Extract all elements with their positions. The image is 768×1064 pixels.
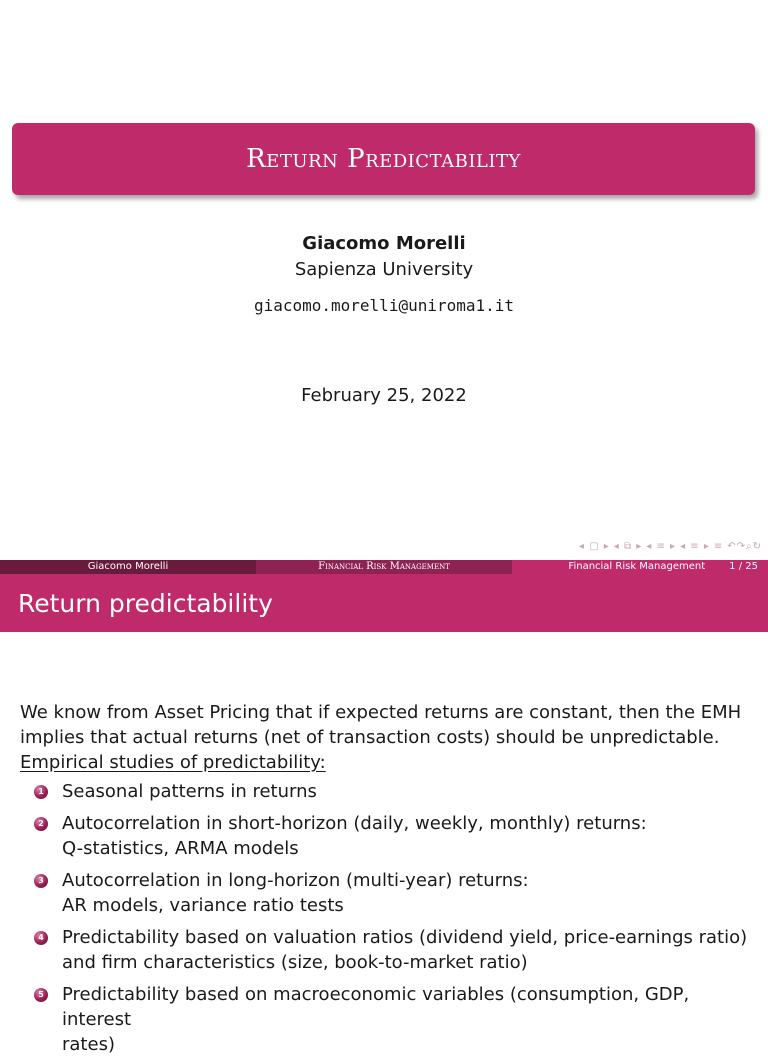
nav-section-icon[interactable]: ◂ ≡ ▸ <box>646 541 677 552</box>
intro-paragraph: We know from Asset Pricing that if expected returns are constant, then the EMH implies that actual returns (net of transaction costs) should be unpredictable. <box>20 702 742 748</box>
slide-footer <box>0 560 768 574</box>
list-item <box>20 925 760 975</box>
enumerate-ball-icon: 4 <box>34 931 48 945</box>
author-email: giacomo.morelli@uniroma1.it <box>253 296 515 315</box>
nav-toc-icon[interactable]: ≡ <box>713 541 724 552</box>
nav-search-icon[interactable]: ↶↷⌕↻ <box>727 541 762 552</box>
title-box <box>12 123 755 195</box>
frame-title: Return predictability <box>18 588 273 618</box>
list-item <box>20 779 760 804</box>
frame-title-bar <box>0 574 768 632</box>
enumerate-ball-icon: 1 <box>34 785 48 799</box>
enumerate-ball-icon: 5 <box>34 988 48 1002</box>
list-item <box>20 811 760 861</box>
list-item-line1: Autocorrelation in short-horizon (daily, weekly, monthly) returns: <box>62 813 647 834</box>
frame-content <box>20 700 760 1064</box>
beamer-navigation-bar[interactable] <box>579 541 762 552</box>
list-item-line2: rates) <box>62 1034 115 1055</box>
enumerate-ball-icon: 3 <box>34 874 48 888</box>
institute: Sapienza University <box>294 259 474 280</box>
predictability-list <box>20 779 760 1057</box>
footer-course-page <box>512 560 768 574</box>
footer-author: Giacomo Morelli <box>0 560 256 574</box>
nav-frame-icon[interactable]: ◂ ▢ ▸ <box>578 541 610 552</box>
list-item-line1: Seasonal patterns in returns <box>62 781 317 802</box>
author-name: Giacomo Morelli <box>302 233 466 254</box>
presentation-title: Return Predictability <box>246 144 521 174</box>
list-item-line2: Q-statistics, ARMA models <box>62 838 299 859</box>
footer-course: Financial Risk Management <box>568 561 706 572</box>
list-item-line1: Predictability based on macroeconomic variables (consumption, GDP, interest <box>62 984 690 1030</box>
list-item-line2: and firm characteristics (size, book-to-market ratio) <box>62 952 528 973</box>
list-item <box>20 982 760 1057</box>
list-item-line1: Autocorrelation in long-horizon (multi-year) returns: <box>62 870 529 891</box>
nav-subsection-list-icon[interactable]: ◂ ≡ ▸ <box>680 541 710 552</box>
enumerate-ball-icon: 2 <box>34 817 48 831</box>
presentation-date: February 25, 2022 <box>301 385 467 406</box>
list-item <box>20 868 760 918</box>
footer-short-title: Financial Risk Management <box>256 560 512 574</box>
footer-page-number: 1 / 25 <box>729 561 758 572</box>
subheading: Empirical studies of predictability: <box>20 752 326 773</box>
nav-subsection-icon[interactable]: ◂ ⧉ ▸ <box>613 541 643 552</box>
list-item-line1: Predictability based on valuation ratios (dividend yield, price-earnings ratio) <box>62 927 748 948</box>
list-item-line2: AR models, variance ratio tests <box>62 895 344 916</box>
